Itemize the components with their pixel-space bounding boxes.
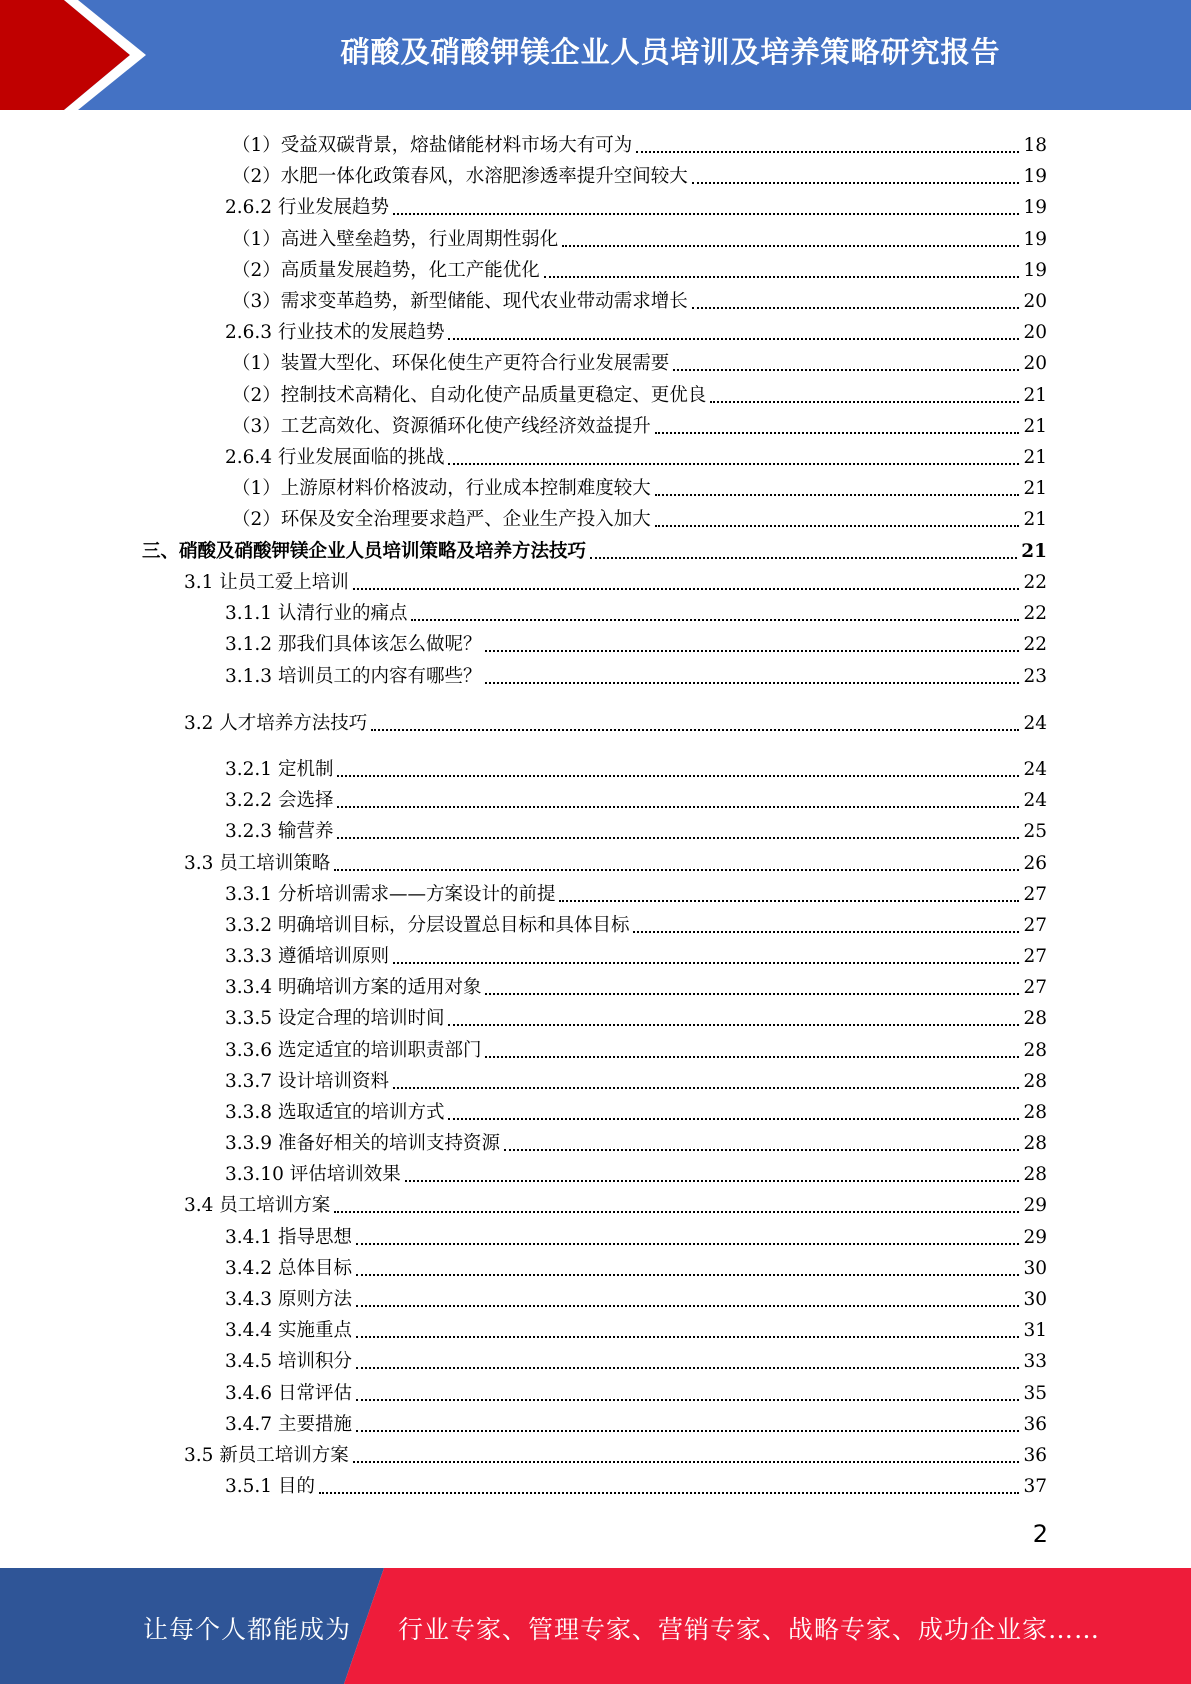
toc-entry-page: 21 xyxy=(1021,541,1047,562)
toc-entry-label: 3.4.7 主要措施 xyxy=(225,1414,352,1435)
toc-leader-dots xyxy=(485,649,1019,652)
toc-entry-page: 22 xyxy=(1023,603,1047,624)
toc-entry-label: （1）受益双碳背景，熔盐储能材料市场大有可为 xyxy=(232,135,633,156)
toc-entry-label: 3.4 员工培训方案 xyxy=(184,1195,331,1216)
toc-entry-page: 27 xyxy=(1023,946,1047,967)
toc-entry-page: 22 xyxy=(1023,634,1047,655)
toc-entry[interactable] xyxy=(225,939,1047,969)
toc-entry[interactable] xyxy=(225,1126,1047,1156)
toc-entry-page: 28 xyxy=(1023,1102,1047,1123)
toc-entry[interactable] xyxy=(184,1438,1047,1468)
toc-leader-dots xyxy=(485,681,1019,684)
toc-entry-page: 33 xyxy=(1023,1351,1047,1372)
toc-leader-dots xyxy=(448,462,1019,465)
footer-slogan-right: 行业专家、管理专家、营销专家、战略专家、成功企业家…… xyxy=(398,1615,1101,1644)
toc-entry-page: 26 xyxy=(1023,853,1047,874)
toc-leader-dots xyxy=(334,868,1019,871)
toc-leader-dots xyxy=(448,337,1019,340)
toc-leader-dots xyxy=(356,1366,1020,1369)
toc-entry[interactable] xyxy=(225,1251,1047,1281)
page-footer xyxy=(0,1568,1191,1684)
toc-entry[interactable] xyxy=(225,877,1047,907)
toc-entry-page: 30 xyxy=(1023,1289,1047,1310)
toc-leader-dots xyxy=(393,961,1019,964)
toc-leader-dots xyxy=(504,1148,1019,1151)
toc-entry[interactable] xyxy=(225,970,1047,1000)
toc-leader-dots xyxy=(485,1055,1019,1058)
toc-entry-page: 28 xyxy=(1023,1008,1047,1029)
toc-leader-dots xyxy=(371,728,1019,731)
toc-leader-dots xyxy=(353,1460,1020,1463)
toc-entry-page: 36 xyxy=(1023,1414,1047,1435)
toc-entry-page: 21 xyxy=(1023,416,1047,437)
toc-entry-page: 37 xyxy=(1023,1476,1047,1497)
toc-entry-page: 19 xyxy=(1023,260,1047,281)
toc-leader-dots xyxy=(633,930,1019,933)
toc-entry[interactable] xyxy=(225,1313,1047,1343)
toc-leader-dots xyxy=(319,1491,1020,1494)
toc-leader-dots xyxy=(353,587,1020,590)
toc-entry[interactable] xyxy=(232,346,1047,376)
toc-entry-page: 28 xyxy=(1023,1133,1047,1154)
toc-leader-dots xyxy=(356,1398,1020,1401)
toc-entry-label: 3.2.3 输营养 xyxy=(225,821,334,842)
toc-entry-page: 21 xyxy=(1023,509,1047,530)
toc-leader-dots xyxy=(544,275,1020,278)
toc-entry[interactable] xyxy=(225,1344,1047,1374)
toc-entry[interactable] xyxy=(225,814,1047,844)
toc-entry[interactable] xyxy=(232,471,1047,501)
toc-entry-label: 3.3.5 设定合理的培训时间 xyxy=(225,1008,445,1029)
toc-leader-dots xyxy=(337,805,1019,808)
toc-leader-dots xyxy=(692,306,1020,309)
toc-entry-page: 27 xyxy=(1023,977,1047,998)
toc-entry-label: 3.2.2 会选择 xyxy=(225,790,334,811)
toc-entry[interactable] xyxy=(232,409,1047,439)
toc-entry[interactable] xyxy=(225,627,1047,657)
toc-entry[interactable] xyxy=(232,378,1047,408)
toc-leader-dots xyxy=(393,1086,1019,1089)
toc-leader-dots xyxy=(334,1210,1019,1213)
toc-leader-dots xyxy=(655,493,1020,496)
toc-leader-dots xyxy=(485,992,1019,995)
toc-entry-label: 3.4.6 日常评估 xyxy=(225,1383,352,1404)
toc-entry-page: 28 xyxy=(1023,1040,1047,1061)
toc-entry-page: 29 xyxy=(1023,1195,1047,1216)
toc-entry-page: 23 xyxy=(1023,666,1047,687)
toc-entry-label: 3.5.1 目的 xyxy=(225,1476,315,1497)
toc-leader-dots xyxy=(405,1179,1020,1182)
toc-entry-page: 25 xyxy=(1023,821,1047,842)
toc-leader-dots xyxy=(356,1429,1020,1432)
toc-entry[interactable] xyxy=(184,1188,1047,1218)
toc-leader-dots xyxy=(356,1304,1020,1307)
toc-leader-dots xyxy=(356,1335,1020,1338)
toc-entry-label: （2）控制技术高精化、自动化使产品质量更稳定、更优良 xyxy=(232,385,707,406)
toc-entry[interactable] xyxy=(225,1001,1047,1031)
toc-leader-dots xyxy=(337,774,1019,777)
toc-entry-label: （2）水肥一体化政策春风，水溶肥渗透率提升空间较大 xyxy=(232,166,688,187)
toc-leader-dots xyxy=(393,212,1019,215)
footer-slogan-left: 让每个人都能成为 xyxy=(143,1615,352,1644)
toc-leader-dots xyxy=(356,1242,1020,1245)
toc-entry-label: （2）高质量发展趋势，化工产能优化 xyxy=(232,260,540,281)
page-number: 2 xyxy=(1032,1520,1048,1548)
toc-entry-label: 三、硝酸及硝酸钾镁企业人员培训策略及培养方法技巧 xyxy=(142,541,587,562)
toc-entry-label: 2.6.2 行业发展趋势 xyxy=(225,197,389,218)
toc-entry-label: 2.6.3 行业技术的发展趋势 xyxy=(225,322,445,343)
toc-entry[interactable] xyxy=(225,783,1047,813)
toc-entry-page: 22 xyxy=(1023,572,1047,593)
toc-entry-page: 21 xyxy=(1023,478,1047,499)
toc-entry-page: 21 xyxy=(1023,447,1047,468)
toc-entry[interactable] xyxy=(232,284,1047,314)
toc-entry-page: 28 xyxy=(1023,1071,1047,1092)
toc-entry-page: 29 xyxy=(1023,1227,1047,1248)
toc-entry-page: 20 xyxy=(1023,353,1047,374)
toc-entry-label: 3.1.2 那我们具体该怎么做呢？ xyxy=(225,634,482,655)
toc-leader-dots xyxy=(710,400,1019,403)
toc-entry-label: （3）工艺高效化、资源循环化使产线经济效益提升 xyxy=(232,416,651,437)
toc-entry-page: 30 xyxy=(1023,1258,1047,1279)
toc-leader-dots xyxy=(448,1117,1019,1120)
toc-entry-label: 3.3.4 明确培训方案的适用对象 xyxy=(225,977,482,998)
toc-entry[interactable] xyxy=(184,565,1047,595)
toc-entry[interactable] xyxy=(225,1095,1047,1125)
toc-entry[interactable] xyxy=(184,846,1047,876)
toc-entry-label: 3.3.10 评估培训效果 xyxy=(225,1164,401,1185)
toc-entry-label: 3.3.7 设计培训资料 xyxy=(225,1071,389,1092)
toc-entry[interactable] xyxy=(225,440,1047,470)
toc-entry[interactable] xyxy=(232,253,1047,283)
toc-leader-dots xyxy=(337,836,1019,839)
toc-leader-dots xyxy=(673,368,1019,371)
toc-entry-page: 24 xyxy=(1023,790,1047,811)
toc-entry[interactable] xyxy=(225,1407,1047,1437)
toc-entry-page: 19 xyxy=(1023,197,1047,218)
toc-entry-label: 3.4.3 原则方法 xyxy=(225,1289,352,1310)
toc-leader-dots xyxy=(562,244,1019,247)
header-arrow-decoration xyxy=(0,0,160,110)
toc-entry-label: 3.1.1 认清行业的痛点 xyxy=(225,603,408,624)
toc-leader-dots xyxy=(448,1023,1019,1026)
toc-entry[interactable] xyxy=(225,1033,1047,1063)
toc-entry[interactable] xyxy=(225,908,1047,938)
toc-entry[interactable] xyxy=(232,502,1047,532)
toc-entry-label: 3.3.6 选定适宜的培训职责部门 xyxy=(225,1040,482,1061)
toc-entry[interactable] xyxy=(184,706,1047,736)
toc-entry-label: 3.3 员工培训策略 xyxy=(184,853,331,874)
toc-entry[interactable] xyxy=(225,1282,1047,1312)
toc-entry[interactable] xyxy=(225,1220,1047,1250)
toc-entry-page: 21 xyxy=(1023,385,1047,406)
page-header xyxy=(0,0,1191,110)
toc-entry-label: 3.3.9 准备好相关的培训支持资源 xyxy=(225,1133,500,1154)
toc-entry[interactable] xyxy=(225,315,1047,345)
toc-entry-page: 24 xyxy=(1023,713,1047,734)
toc-entry[interactable] xyxy=(225,1157,1047,1187)
toc-entry[interactable] xyxy=(225,659,1047,689)
toc-entry[interactable] xyxy=(232,159,1047,189)
toc-entry-label: 3.3.2 明确培训目标，分层设置总目标和具体目标 xyxy=(225,915,630,936)
toc-entry-label: 3.4.1 指导思想 xyxy=(225,1227,352,1248)
toc-entry-page: 27 xyxy=(1023,915,1047,936)
toc-leader-dots xyxy=(411,618,1019,621)
toc-leader-dots xyxy=(655,524,1020,527)
toc-entry-page: 19 xyxy=(1023,229,1047,250)
toc-leader-dots xyxy=(559,899,1019,902)
toc-entry-label: 3.1.3 培训员工的内容有哪些？ xyxy=(225,666,482,687)
toc-entry-label: 3.3.1 分析培训需求——方案设计的前提 xyxy=(225,884,556,905)
toc-entry-page: 20 xyxy=(1023,291,1047,312)
toc-entry-label: 3.4.2 总体目标 xyxy=(225,1258,352,1279)
toc-entry-label: 3.3.8 选取适宜的培训方式 xyxy=(225,1102,445,1123)
toc-entry-label: 3.5 新员工培训方案 xyxy=(184,1445,349,1466)
toc-entry-page: 19 xyxy=(1023,166,1047,187)
toc-entry-label: 3.2.1 定机制 xyxy=(225,759,334,780)
toc-entry-label: （2）环保及安全治理要求趋严、企业生产投入加大 xyxy=(232,509,651,530)
toc-entry-label: （1）上游原材料价格波动，行业成本控制难度较大 xyxy=(232,478,651,499)
toc-entry-label: 3.1 让员工爱上培训 xyxy=(184,572,349,593)
toc-entry[interactable] xyxy=(232,128,1047,158)
toc-leader-dots xyxy=(655,431,1020,434)
toc-entry-page: 28 xyxy=(1023,1164,1047,1185)
toc-entry-label: 3.3.3 遵循培训原则 xyxy=(225,946,389,967)
toc-entry-label: （3）需求变革趋势，新型储能、现代农业带动需求增长 xyxy=(232,291,688,312)
toc-entry-label: 3.4.4 实施重点 xyxy=(225,1320,352,1341)
toc-entry-page: 31 xyxy=(1023,1320,1047,1341)
toc-entry-label: 3.2 人才培养方法技巧 xyxy=(184,713,368,734)
toc-entry-page: 27 xyxy=(1023,884,1047,905)
toc-entry[interactable] xyxy=(225,1376,1047,1406)
toc-entry[interactable] xyxy=(225,752,1047,782)
toc-leader-dots xyxy=(636,150,1019,153)
toc-entry[interactable] xyxy=(225,596,1047,626)
toc-entry-page: 24 xyxy=(1023,759,1047,780)
toc-entry[interactable] xyxy=(225,1064,1047,1094)
toc-entry-page: 36 xyxy=(1023,1445,1047,1466)
toc-leader-dots xyxy=(692,181,1020,184)
toc-leader-dots xyxy=(590,556,1017,559)
toc-entry[interactable] xyxy=(142,534,1047,564)
document-title: 硝酸及硝酸钾镁企业人员培训及培养策略研究报告 xyxy=(340,34,1001,69)
toc-entry-page: 20 xyxy=(1023,322,1047,343)
toc-entry-label: （1）高进入壁垒趋势，行业周期性弱化 xyxy=(232,229,559,250)
toc-entry-label: 2.6.4 行业发展面临的挑战 xyxy=(225,447,445,468)
toc-entry[interactable] xyxy=(225,190,1047,220)
toc-entry[interactable] xyxy=(232,222,1047,252)
toc-entry-page: 18 xyxy=(1023,135,1047,156)
toc-entry[interactable] xyxy=(225,1469,1047,1499)
toc-entry-label: 3.4.5 培训积分 xyxy=(225,1351,352,1372)
toc-leader-dots xyxy=(356,1273,1020,1276)
toc-entry-page: 35 xyxy=(1023,1383,1047,1404)
toc-entry-label: （1）装置大型化、环保化使生产更符合行业发展需要 xyxy=(232,353,670,374)
